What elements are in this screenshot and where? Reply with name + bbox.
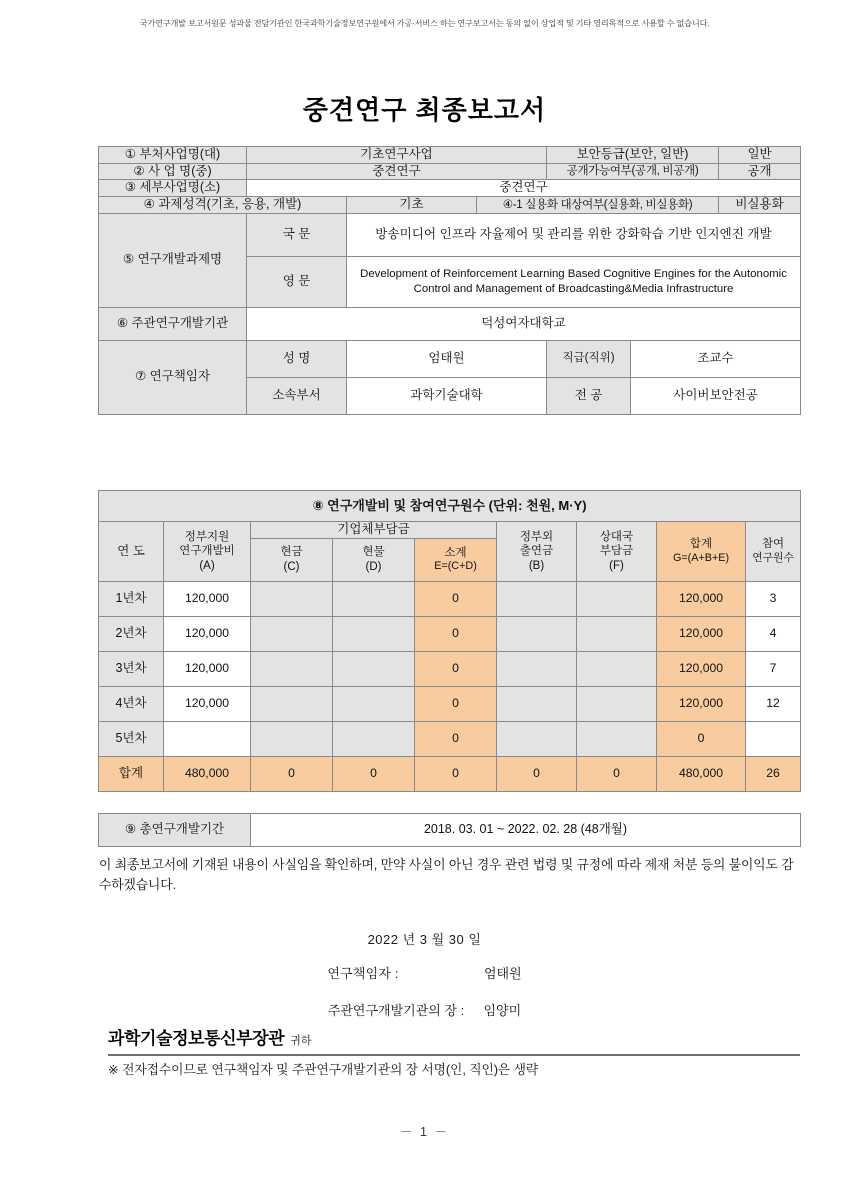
institution-head-signature-line xyxy=(0,1000,849,1019)
page-title: 중견연구 최종보고서 xyxy=(302,95,547,125)
cell-subtotal: 0 xyxy=(415,686,497,721)
sub-program-label: ③ 세부사업명(소) xyxy=(99,180,247,197)
budget-and-researchers-table xyxy=(98,490,801,792)
cash-line1: 현금 xyxy=(280,546,303,559)
confirmation-statement: 이 최종보고서에 기재된 내용이 사실임을 확인하며, 만약 사실이 아닌 경우 관련 법령 및 규정에 따라 제재 처분 등의 불이익도 감수하겠습니다. xyxy=(99,857,794,892)
subtotal-line2: E=(C+D) xyxy=(434,560,477,573)
pi-signature-name: 엄태원 xyxy=(483,966,522,981)
commercialization-value: 비실용화 xyxy=(719,196,801,213)
electronic-submission-note: ※ 전자접수이므로 연구책임자 및 주관연구개발기관의 장 서명(인, 직인)은 생략 xyxy=(108,1062,539,1077)
ministry-program-label: ① 부처사업명(대) xyxy=(99,147,247,164)
total-nongov: 0 xyxy=(497,756,577,791)
inkind-line1: 현물 xyxy=(362,546,385,559)
table-row xyxy=(99,814,801,847)
total-researchers: 26 xyxy=(746,756,801,791)
sub-program-value: 중견연구 xyxy=(247,180,801,197)
total-gov-support: 480,000 xyxy=(164,756,251,791)
signature-date: 2022 년 3 월 30 일 xyxy=(367,932,482,947)
cell-cash xyxy=(251,721,333,756)
col-header-company-contribution: 기업체부담금 xyxy=(251,522,497,539)
col-header-subtotal xyxy=(415,538,497,581)
pi-name-value: 엄태원 xyxy=(347,340,547,377)
table-row xyxy=(99,163,801,180)
cell-nongov xyxy=(497,721,577,756)
korean-title-value: 방송미디어 인프라 자율제어 및 관리를 위한 강화학습 기반 인지엔진 개발 xyxy=(347,213,801,256)
gov-support-line3: (A) xyxy=(199,559,215,572)
total-partner: 0 xyxy=(577,756,657,791)
project-info-table xyxy=(98,146,801,415)
cell-researchers xyxy=(746,721,801,756)
table-row xyxy=(99,686,801,721)
table-row xyxy=(99,196,801,213)
cell-cash xyxy=(251,581,333,616)
row-label-year: 4년차 xyxy=(99,686,164,721)
table-row xyxy=(99,616,801,651)
cell-researchers: 3 xyxy=(746,581,801,616)
table-row xyxy=(99,213,801,256)
row-label-year: 3년차 xyxy=(99,651,164,686)
total-cash: 0 xyxy=(251,756,333,791)
nongov-line1: 정부외 xyxy=(519,530,554,543)
cell-grand-total: 120,000 xyxy=(657,686,746,721)
col-header-inkind xyxy=(333,538,415,581)
partner-line3: (F) xyxy=(609,559,624,572)
nongov-line2: 출연금 xyxy=(519,545,554,558)
subtotal-line1: 소계 xyxy=(444,546,467,559)
cell-subtotal: 0 xyxy=(415,651,497,686)
table-row xyxy=(99,307,801,340)
cell-grand-total: 120,000 xyxy=(657,651,746,686)
cell-gov-support: 120,000 xyxy=(164,581,251,616)
cell-cash xyxy=(251,686,333,721)
row-label-total: 합계 xyxy=(99,756,164,791)
partner-line1: 상대국 xyxy=(599,530,634,543)
pi-major-value: 사이버보안전공 xyxy=(631,377,801,414)
security-level-value: 일반 xyxy=(719,147,801,164)
total-grand-total: 480,000 xyxy=(657,756,746,791)
page-number: － 1 － xyxy=(400,1125,449,1139)
row-label-year: 5년차 xyxy=(99,721,164,756)
cell-inkind xyxy=(333,616,415,651)
disclosure-value: 공개 xyxy=(719,163,801,180)
cell-inkind xyxy=(333,686,415,721)
cell-partner xyxy=(577,616,657,651)
researchers-line2: 연구원수 xyxy=(752,551,794,564)
cell-gov-support: 120,000 xyxy=(164,686,251,721)
table-row xyxy=(99,340,801,377)
col-header-cash xyxy=(251,538,333,581)
cell-grand-total: 0 xyxy=(657,721,746,756)
cell-researchers: 7 xyxy=(746,651,801,686)
honorific-label: 귀하 xyxy=(290,1035,312,1047)
row-label-year: 2년차 xyxy=(99,616,164,651)
cell-researchers: 12 xyxy=(746,686,801,721)
pi-rank-value: 조교수 xyxy=(631,340,801,377)
institution-head-name: 임양미 xyxy=(483,1003,522,1018)
pi-signature-role: 연구책임자 : xyxy=(327,966,399,981)
cell-grand-total: 120,000 xyxy=(657,616,746,651)
project-type-value: 기초 xyxy=(347,196,477,213)
col-header-gov-support xyxy=(164,522,251,582)
pi-department-value: 과학기술대학 xyxy=(347,377,547,414)
col-header-partner-country xyxy=(577,522,657,582)
program-name-value: 중견연구 xyxy=(247,163,547,180)
research-period-label: ⑨ 총연구개발기간 xyxy=(99,814,251,847)
col-header-grand-total xyxy=(657,522,746,582)
cell-inkind xyxy=(333,721,415,756)
col-header-year: 연 도 xyxy=(99,522,164,582)
grand-total-line2: G=(A+B+E) xyxy=(672,551,730,564)
cell-nongov xyxy=(497,616,577,651)
table-row xyxy=(99,147,801,164)
pi-name-label: 성 명 xyxy=(247,340,347,377)
ministry-addressee xyxy=(108,1024,800,1056)
disclosure-label: 공개가능여부(공개, 비공개) xyxy=(547,163,719,180)
table-row xyxy=(99,581,801,616)
institution-head-role: 주관연구개발기관의 장 : xyxy=(327,1003,465,1018)
cell-cash xyxy=(251,651,333,686)
pi-major-label: 전 공 xyxy=(547,377,631,414)
cell-gov-support xyxy=(164,721,251,756)
table-row xyxy=(99,721,801,756)
program-name-label: ② 사 업 명(중) xyxy=(99,163,247,180)
col-header-nongov-fund xyxy=(497,522,577,582)
gov-support-line2: 연구개발비 xyxy=(179,545,235,558)
host-institution-label: ⑥ 주관연구개발기관 xyxy=(99,307,247,340)
principal-investigator-label: ⑦ 연구책임자 xyxy=(99,340,247,414)
pi-rank-label: 직급(직위) xyxy=(547,340,631,377)
principal-investigator-signature-line xyxy=(0,963,849,982)
inkind-line2: (D) xyxy=(365,560,382,573)
ministry-name: 과학기술정보통신부장관 xyxy=(108,1029,285,1048)
budget-section-title: ⑧ 연구개발비 및 참여연구원수 (단위: 천원, M·Y) xyxy=(99,491,801,522)
table-row xyxy=(99,180,801,197)
partner-line2: 부담금 xyxy=(599,545,634,558)
gov-support-line1: 정부지원 xyxy=(184,530,230,543)
cash-line2: (C) xyxy=(283,560,300,573)
cell-grand-total: 120,000 xyxy=(657,581,746,616)
cell-inkind xyxy=(333,651,415,686)
project-type-label: ④ 과제성격(기초, 응용, 개발) xyxy=(99,196,347,213)
table-header-row xyxy=(99,522,801,539)
cell-partner xyxy=(577,721,657,756)
cell-nongov xyxy=(497,581,577,616)
commercialization-label: ④-1 실용화 대상여부(실용화, 비실용화) xyxy=(477,196,719,213)
cell-subtotal: 0 xyxy=(415,721,497,756)
cell-inkind xyxy=(333,581,415,616)
cell-cash xyxy=(251,616,333,651)
english-title-label: 영 문 xyxy=(247,256,347,307)
cell-partner xyxy=(577,581,657,616)
grand-total-line1: 합계 xyxy=(689,538,713,551)
col-header-researchers xyxy=(746,522,801,582)
cell-gov-support: 120,000 xyxy=(164,651,251,686)
pi-department-label: 소속부서 xyxy=(247,377,347,414)
cell-researchers: 4 xyxy=(746,616,801,651)
english-title-value: Development of Reinforcement Learning Based Cognitive Engines for the Autonomic Control and Management of Broadcasting&Media Infrastructure xyxy=(347,256,801,307)
total-subtotal: 0 xyxy=(415,756,497,791)
table-row xyxy=(99,651,801,686)
table-row xyxy=(99,491,801,522)
row-label-year: 1년차 xyxy=(99,581,164,616)
table-total-row xyxy=(99,756,801,791)
cell-subtotal: 0 xyxy=(415,616,497,651)
cell-subtotal: 0 xyxy=(415,581,497,616)
host-institution-value: 덕성여자대학교 xyxy=(247,307,801,340)
cell-partner xyxy=(577,686,657,721)
cell-gov-support: 120,000 xyxy=(164,616,251,651)
korean-title-label: 국 문 xyxy=(247,213,347,256)
project-title-label: ⑤ 연구개발과제명 xyxy=(99,213,247,307)
total-inkind: 0 xyxy=(333,756,415,791)
research-period-table xyxy=(98,813,801,847)
cell-nongov xyxy=(497,651,577,686)
cell-nongov xyxy=(497,686,577,721)
researchers-line1: 참여 xyxy=(761,538,785,551)
security-level-label: 보안등급(보안, 일반) xyxy=(547,147,719,164)
ministry-program-value: 기초연구사업 xyxy=(247,147,547,164)
copyright-disclaimer: 국가연구개발 보고서원문 성과물 전담기관인 한국과학기술정보연구원에서 가공·서비스 하는 연구보고서는 동의 없이 상업적 및 기타 영리목적으로 사용할 수 없습니다. xyxy=(139,19,710,28)
research-period-value: 2018. 03. 01 ~ 2022. 02. 28 (48개월) xyxy=(251,814,801,847)
nongov-line3: (B) xyxy=(528,559,545,572)
cell-partner xyxy=(577,651,657,686)
